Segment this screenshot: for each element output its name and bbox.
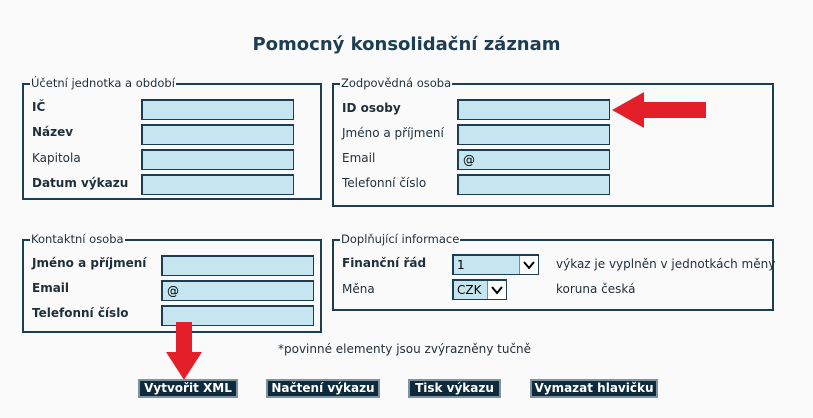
contact-legend: Kontaktní osoba: [31, 232, 124, 246]
financial-order-label: Finanční řád: [342, 256, 427, 270]
contact-phone-label: Telefonní číslo: [32, 306, 129, 320]
currency-description: koruna česká: [556, 282, 636, 296]
red-arrow-down-icon: [166, 322, 202, 380]
date-field[interactable]: [141, 174, 294, 195]
responsible-phone-label: Telefonní číslo: [342, 176, 427, 190]
ic-field[interactable]: [141, 99, 294, 120]
ic-label: IČ: [32, 100, 46, 114]
date-label: Datum výkazu: [32, 176, 129, 190]
print-report-button[interactable]: Tisk výkazu: [408, 379, 501, 398]
chapter-label: Kapitola: [32, 151, 81, 165]
red-arrow-left-icon: [612, 92, 708, 128]
order-description: výkaz je vyplněn v jednotkách měny: [556, 257, 776, 271]
responsible-email-label: Email: [342, 151, 376, 165]
extra-fieldset: [332, 233, 774, 311]
chevron-down-icon[interactable]: [519, 256, 538, 274]
name-label: Název: [32, 125, 74, 139]
currency-label: Měna: [342, 282, 375, 296]
financial-order-value: 1: [457, 258, 465, 272]
contact-name-label: Jméno a příjmení: [32, 256, 147, 270]
responsible-email-field[interactable]: [457, 149, 610, 170]
person-id-label: ID osoby: [342, 101, 401, 115]
unit-legend: Účetní jednotka a období: [31, 76, 175, 90]
chevron-down-icon[interactable]: [487, 281, 506, 299]
person-id-field[interactable]: [457, 99, 610, 120]
chapter-field[interactable]: [141, 149, 294, 170]
contact-name-field[interactable]: [161, 255, 314, 276]
contact-email-label: Email: [32, 281, 70, 295]
currency-value: CZK: [457, 283, 482, 297]
responsible-name-label: Jméno a příjmení: [342, 126, 444, 140]
responsible-name-field[interactable]: [457, 124, 610, 145]
responsible-legend: Zodpovědná osoba: [341, 76, 452, 90]
load-report-button[interactable]: Načtení výkazu: [266, 379, 380, 398]
create-xml-button[interactable]: Vytvořit XML: [138, 379, 238, 398]
name-field[interactable]: [141, 124, 294, 145]
clear-header-button[interactable]: Vymazat hlavičku: [530, 379, 658, 398]
currency-select[interactable]: [452, 279, 507, 300]
responsible-phone-field[interactable]: [457, 174, 610, 195]
required-note: *povinné elementy jsou zvýrazněny tučně: [278, 342, 532, 356]
financial-order-select[interactable]: [452, 254, 539, 275]
page-title: Pomocný konsolidační záznam: [252, 34, 561, 55]
contact-email-field[interactable]: [161, 280, 314, 301]
extra-legend: Doplňující informace: [341, 232, 460, 246]
